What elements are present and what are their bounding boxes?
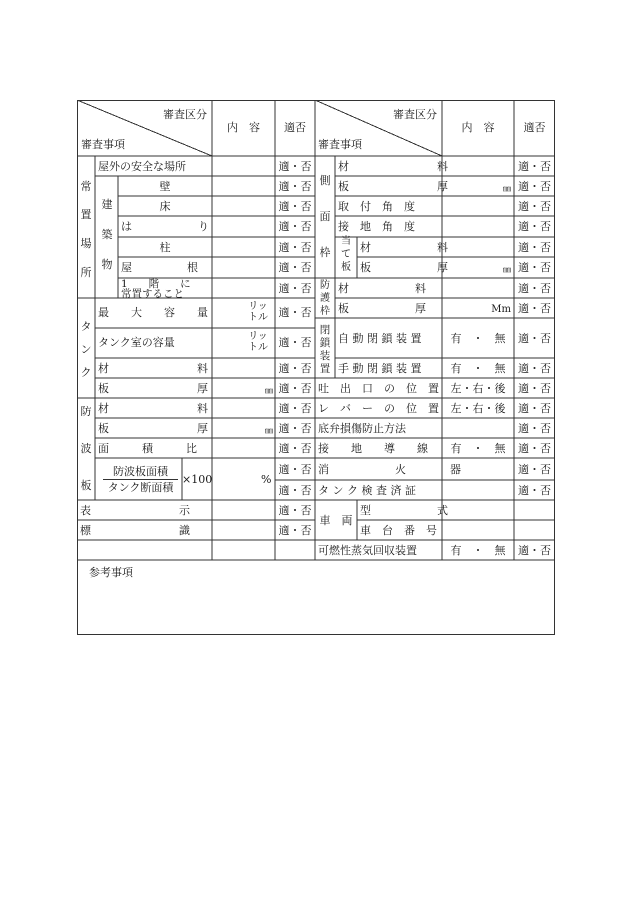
- group-sokumen-1: 側: [319, 174, 331, 187]
- notes-area[interactable]: [78, 582, 554, 634]
- item-menseki: 面 積 比: [98, 442, 197, 455]
- group-sokumen-2: 面: [319, 210, 331, 223]
- tekihi-l-18[interactable]: 適・否: [278, 524, 312, 537]
- item-tankshitsu: タンク室の容量: [98, 336, 175, 349]
- item-shoka: 消 火 器: [318, 463, 461, 476]
- notes-label: 参考事項: [89, 566, 133, 579]
- umu-jido[interactable]: 有 ・ 無: [450, 332, 506, 345]
- group-heisa-3: 装: [319, 350, 331, 362]
- header-naiyo-right: 内 容: [461, 121, 495, 134]
- unit-percent: %: [261, 473, 272, 486]
- umu-kanensei[interactable]: 有 ・ 無: [450, 544, 506, 557]
- item-hari: は り: [121, 220, 209, 233]
- group-bouha-3: 板: [80, 479, 92, 492]
- tekihi-l-07[interactable]: 適・否: [278, 282, 312, 295]
- group-ateita-3: 板: [341, 262, 351, 273]
- item-hyoji: 表 示: [80, 504, 190, 517]
- tekihi-r-17[interactable]: 適・否: [518, 544, 551, 557]
- inspection-form: [77, 100, 555, 635]
- tekihi-l-12[interactable]: 適・否: [278, 402, 312, 415]
- item-lever: レ バ ー の 位 置: [318, 402, 439, 415]
- tekihi-l-05[interactable]: 適・否: [278, 241, 312, 254]
- item-bougo-ita: 板 厚: [338, 302, 426, 315]
- item-teiben: 底弁損傷防止方法: [318, 422, 406, 435]
- tekihi-l-08[interactable]: 適・否: [278, 306, 312, 319]
- lrb-lever[interactable]: 左・右・後: [450, 402, 506, 415]
- group-sokumen-3: 枠: [319, 246, 331, 259]
- group-bouha-2: 波: [80, 442, 92, 455]
- unit-mm-ateita: ㎜: [503, 265, 511, 274]
- unit-liter-1: リッ トル: [248, 301, 268, 323]
- group-kenchiku-3: 物: [101, 258, 113, 271]
- item-setchi-dosen: 接 地 導 線: [318, 442, 428, 455]
- item-toshutsu: 吐 出 口 の 位 置: [318, 382, 439, 395]
- group-tank-3: ク: [80, 366, 92, 379]
- tekihi-r-11[interactable]: 適・否: [518, 382, 551, 395]
- item-jochi-safe: 屋外の安全な場所: [98, 160, 186, 173]
- item-katashiki: 型 式: [360, 504, 448, 517]
- item-bouha-zairyo: 材 料: [98, 402, 208, 415]
- item-ikkai: 1 階 に 常置すること: [121, 278, 191, 300]
- unit-Mm-bougo: Mm: [491, 304, 511, 315]
- group-kenchiku-1: 建: [101, 198, 113, 211]
- item-shadai: 車 台 番 号: [360, 524, 437, 537]
- group-bougo-2: 護: [320, 293, 330, 304]
- item-toritsuke: 取 付 角 度: [338, 200, 415, 213]
- group-heisa-4: 置: [319, 363, 331, 375]
- tekihi-r-08[interactable]: 適・否: [518, 302, 551, 315]
- fraction-times-100: ×100: [182, 473, 213, 486]
- tekihi-r-03[interactable]: 適・否: [518, 200, 551, 213]
- group-heisa-1: 閉: [319, 324, 331, 336]
- item-tank-ita: 板 厚: [98, 382, 208, 395]
- unit-mm-sokumen: ㎜: [503, 184, 511, 193]
- header-jiko-right: 審査事項: [318, 138, 362, 151]
- tekihi-r-15[interactable]: 適・否: [518, 463, 551, 476]
- umu-shudo[interactable]: 有 ・ 無: [450, 362, 506, 375]
- fraction-numerator: 防波板面積: [113, 465, 168, 478]
- item-yuka: 床: [159, 200, 171, 213]
- group-jochi-4: 所: [80, 266, 92, 279]
- tekihi-r-06[interactable]: 適・否: [518, 261, 551, 274]
- group-tank-1: タ: [80, 320, 92, 333]
- tekihi-r-05[interactable]: 適・否: [518, 241, 551, 254]
- fraction-denominator: タンク断面積: [107, 481, 174, 494]
- tekihi-l-13[interactable]: 適・否: [278, 422, 312, 435]
- item-setchi-kakudo: 接 地 角 度: [338, 220, 415, 233]
- item-sokumen-zairyo: 材 料: [338, 160, 448, 173]
- group-sharyo: 車 両: [319, 514, 353, 527]
- tekihi-r-16[interactable]: 適・否: [518, 484, 551, 497]
- tekihi-l-02[interactable]: 適・否: [278, 180, 312, 193]
- group-ateita-2: て: [341, 249, 351, 260]
- tekihi-r-14[interactable]: 適・否: [518, 442, 551, 455]
- item-ateita-zairyo: 材 料: [360, 241, 448, 254]
- tekihi-l-04[interactable]: 適・否: [278, 220, 312, 233]
- group-jochi-1: 常: [80, 180, 92, 193]
- tekihi-r-13[interactable]: 適・否: [518, 422, 551, 435]
- umu-setchi-dosen[interactable]: 有 ・ 無: [450, 442, 506, 455]
- group-ateita-1: 当: [341, 236, 351, 247]
- item-tank-kensa: タ ン ク 検 査 済 証: [318, 484, 416, 497]
- tekihi-r-12[interactable]: 適・否: [518, 402, 551, 415]
- tekihi-l-15[interactable]: 適・否: [278, 463, 312, 476]
- tekihi-l-01[interactable]: 適・否: [278, 160, 312, 173]
- tekihi-l-03[interactable]: 適・否: [278, 200, 312, 213]
- header-jiko-left: 審査事項: [81, 138, 125, 151]
- group-kenchiku-2: 築: [101, 228, 113, 241]
- item-saidai: 最 大 容 量: [98, 306, 208, 319]
- item-hashira: 柱: [159, 241, 171, 254]
- tekihi-l-14[interactable]: 適・否: [278, 442, 312, 455]
- item-shudo-heisa: 手 動 閉 鎖 装 置: [338, 362, 422, 375]
- tekihi-l-10[interactable]: 適・否: [278, 362, 312, 375]
- item-bougo-zairyo: 材 料: [338, 282, 426, 295]
- tekihi-r-07[interactable]: 適・否: [518, 282, 551, 295]
- group-tank-2: ン: [80, 343, 92, 356]
- item-jido-heisa: 自 動 閉 鎖 装 置: [338, 332, 422, 345]
- item-kabe: 壁: [159, 180, 171, 193]
- group-bouha-1: 防: [80, 405, 92, 418]
- tekihi-l-11[interactable]: 適・否: [278, 382, 312, 395]
- tekihi-l-17[interactable]: 適・否: [278, 504, 312, 517]
- group-bougo-3: 枠: [320, 306, 330, 317]
- item-ateita-ita: 板 厚: [360, 261, 448, 274]
- tekihi-r-02[interactable]: 適・否: [518, 180, 551, 193]
- group-heisa-2: 鎖: [319, 337, 331, 349]
- tekihi-r-10[interactable]: 適・否: [518, 362, 551, 375]
- header-tekihi-right: 適否: [523, 121, 546, 134]
- item-bouha-ita: 板 厚: [98, 422, 208, 435]
- tekihi-l-09[interactable]: 適・否: [278, 336, 312, 349]
- tekihi-r-04[interactable]: 適・否: [518, 220, 551, 233]
- header-tekihi-left: 適否: [284, 121, 306, 134]
- tekihi-l-06[interactable]: 適・否: [278, 261, 312, 274]
- lrb-toshutsu[interactable]: 左・右・後: [450, 382, 506, 395]
- item-hyoshiki: 標 識: [80, 524, 190, 537]
- item-tank-zairyo: 材 料: [98, 362, 208, 375]
- item-yane: 屋 根: [121, 261, 198, 274]
- group-jochi-2: 置: [80, 208, 92, 221]
- header-kubun-left: 審査区分: [163, 108, 207, 121]
- header-kubun-right: 審査区分: [393, 108, 437, 121]
- unit-liter-2: リッ トル: [248, 331, 268, 353]
- tekihi-l-16[interactable]: 適・否: [278, 484, 312, 497]
- tekihi-r-01[interactable]: 適・否: [518, 160, 551, 173]
- group-jochi-3: 場: [80, 237, 92, 250]
- item-kanensei: 可燃性蒸気回収装置: [318, 544, 417, 557]
- item-sokumen-ita: 板 厚: [338, 180, 448, 193]
- header-naiyo-left: 内 容: [227, 121, 260, 134]
- unit-mm-tank: ㎜: [265, 386, 273, 395]
- group-bougo-1: 防: [320, 280, 330, 291]
- unit-mm-bouha: ㎜: [265, 426, 273, 435]
- tekihi-r-09[interactable]: 適・否: [518, 332, 551, 345]
